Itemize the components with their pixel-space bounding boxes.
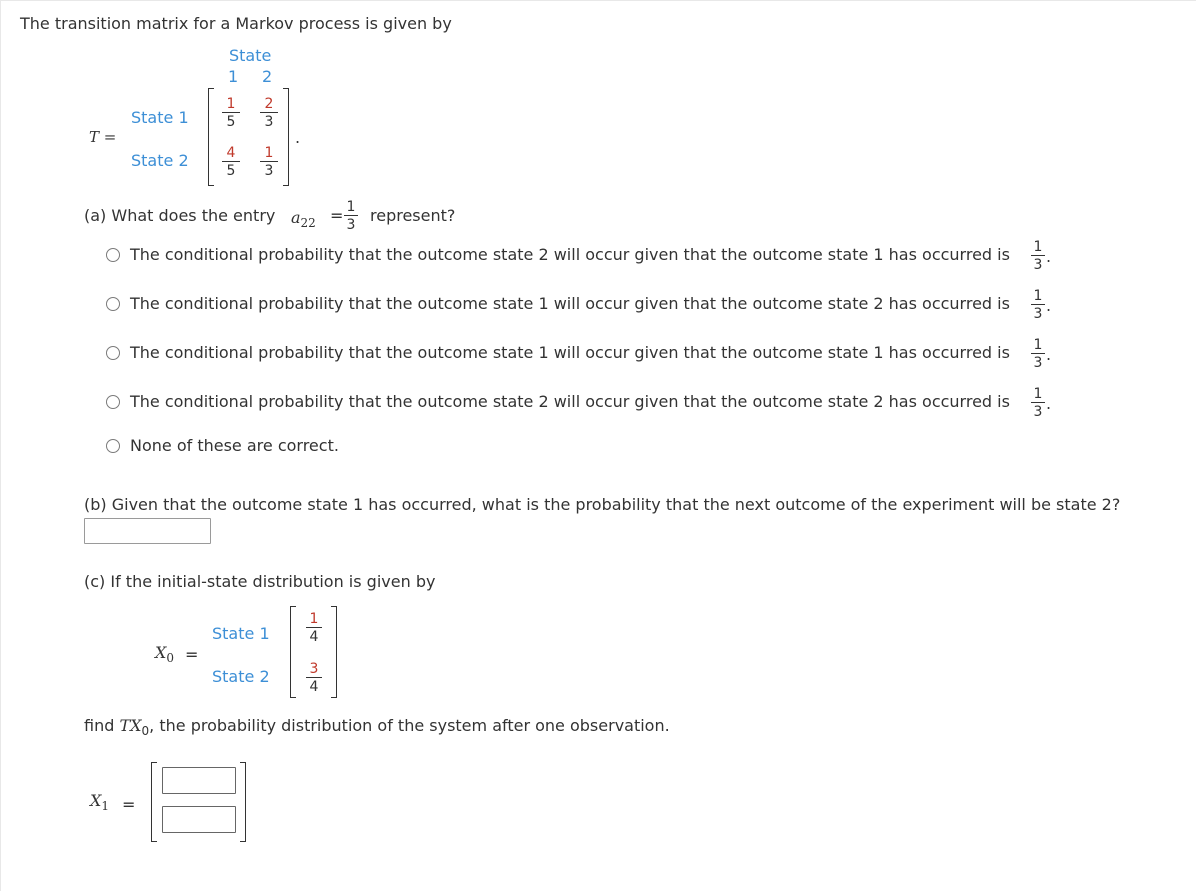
matrix-col-number-2: 2 xyxy=(262,67,273,86)
part-a-equals: = xyxy=(330,206,344,225)
matrix-right-bracket xyxy=(283,88,289,186)
option-3-period: . xyxy=(1046,345,1052,364)
matrix-t-label: T = xyxy=(89,128,117,146)
option-5-label[interactable]: None of these are correct. xyxy=(130,436,339,455)
x0-right-bracket xyxy=(331,606,337,698)
x1-left-bracket xyxy=(151,762,157,842)
x0-label: $X_0$ xyxy=(155,643,175,666)
option-2-radio[interactable] xyxy=(106,297,120,311)
option-3-radio[interactable] xyxy=(106,346,120,360)
matrix-cell-1-2: 2 3 xyxy=(260,97,278,129)
intro-text: The transition matrix for a Markov process is given by xyxy=(20,14,452,33)
x1-right-bracket xyxy=(240,762,246,842)
x0-cell-2: 3 4 xyxy=(306,662,322,694)
x1-equals: = xyxy=(122,795,136,814)
option-1-period: . xyxy=(1046,247,1052,266)
part-a-question-prefix: (a) What does the entry xyxy=(84,206,276,225)
find-text: find $TX_0$, the probability distribution of the system after one observation. xyxy=(84,716,670,739)
option-3-fraction: 1 3 xyxy=(1031,338,1045,370)
x1-label: $X_1$ xyxy=(90,791,110,814)
option-1-fraction: 1 3 xyxy=(1031,240,1045,272)
matrix-left-bracket xyxy=(208,88,214,186)
x0-cell-1: 1 4 xyxy=(306,612,322,644)
option-4-label[interactable]: The conditional probability that the outcome state 2 will occur given that the outcome state 2 has occurred is xyxy=(130,392,1010,411)
option-1-radio[interactable] xyxy=(106,248,120,262)
option-3-label[interactable]: The conditional probability that the outcome state 1 will occur given that the outcome state 1 has occurred is xyxy=(130,343,1010,362)
option-1-label[interactable]: The conditional probability that the outcome state 2 will occur given that the outcome state 1 has occurred is xyxy=(130,245,1010,264)
part-a-entry: $a_{22}$ xyxy=(291,208,316,231)
part-c-prefix: (c) If the initial-state distribution is given by xyxy=(84,572,436,591)
option-4-period: . xyxy=(1046,394,1052,413)
part-b-answer-input[interactable] xyxy=(84,518,211,544)
matrix-row-label-1: State 1 xyxy=(131,108,189,127)
x0-row-label-2: State 2 xyxy=(212,667,270,686)
matrix-period: . xyxy=(295,128,301,147)
x0-equals: = xyxy=(185,645,199,664)
x1-state-1-input[interactable] xyxy=(162,767,236,794)
part-a-fraction: 1 3 xyxy=(344,200,358,232)
option-2-label[interactable]: The conditional probability that the outcome state 1 will occur given that the outcome state 2 has occurred is xyxy=(130,294,1010,313)
option-4-radio[interactable] xyxy=(106,395,120,409)
option-4-fraction: 1 3 xyxy=(1031,387,1045,419)
option-2-fraction: 1 3 xyxy=(1031,289,1045,321)
matrix-cell-2-1: 4 5 xyxy=(222,146,240,178)
matrix-cell-1-1: 1 5 xyxy=(222,97,240,129)
option-5-radio[interactable] xyxy=(106,439,120,453)
x0-left-bracket xyxy=(290,606,296,698)
matrix-col-number-1: 1 xyxy=(228,67,239,86)
x0-row-label-1: State 1 xyxy=(212,624,270,643)
matrix-cell-2-2: 1 3 xyxy=(260,146,278,178)
part-b-question: (b) Given that the outcome state 1 has occurred, what is the probability that the next outcome of the experiment will be state 2? xyxy=(84,495,1121,514)
x1-state-2-input[interactable] xyxy=(162,806,236,833)
matrix-row-label-2: State 2 xyxy=(131,151,189,170)
part-a-question-suffix: represent? xyxy=(370,206,456,225)
option-2-period: . xyxy=(1046,296,1052,315)
matrix-col-header: State xyxy=(229,46,272,65)
